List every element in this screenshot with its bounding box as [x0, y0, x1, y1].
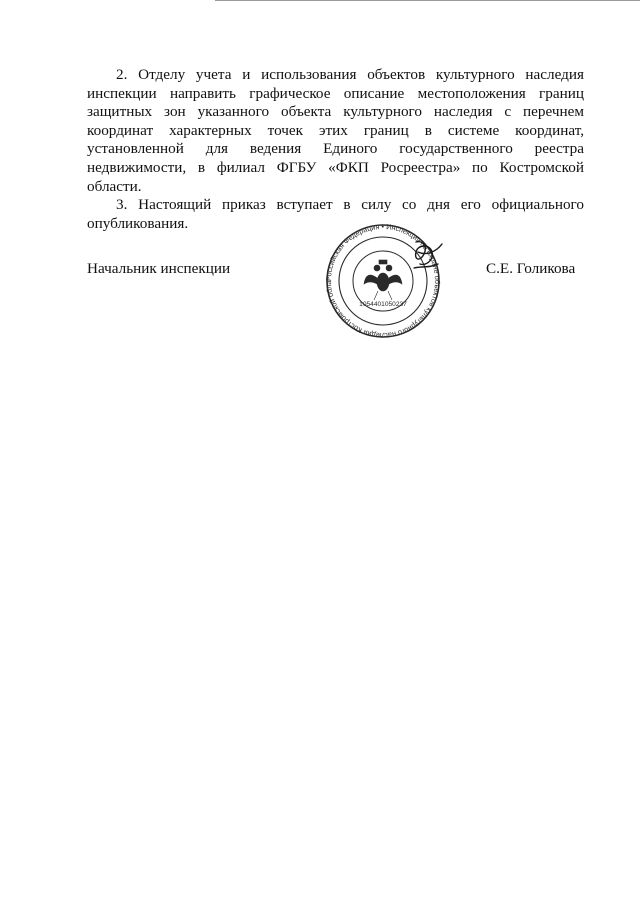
signature-block — [0, 222, 640, 342]
seal-number: 1054401050237 — [359, 301, 407, 308]
official-seal — [318, 222, 448, 340]
signatory-name: С.Е. Голикова — [486, 260, 576, 277]
eagle-emblem-icon — [364, 260, 402, 300]
paragraph-3: 3. Настоящий приказ вступает в силу со дня его официального опубликования. — [87, 196, 584, 232]
signatory-role: Начальник инспекции — [87, 260, 231, 277]
seal-ring-textpath: Российская Федерация • Инспекция по охране объектов культурного наследия Костромской обла — [323, 222, 443, 340]
paragraph-2: 2. Отделу учета и использования объектов культурного наследия инспекции направить графическое описание местоположения границ защитных зон указанного объекта культурного наследия с перечнем координат характерных точек этих границ в системе координат, установленной для ведения Единого государственного реестра недвижимости, в филиал ФГБУ «ФКП Росреестра» по Костромской области. — [87, 66, 584, 195]
top-border-line — [215, 0, 640, 1]
document-body — [87, 66, 584, 233]
